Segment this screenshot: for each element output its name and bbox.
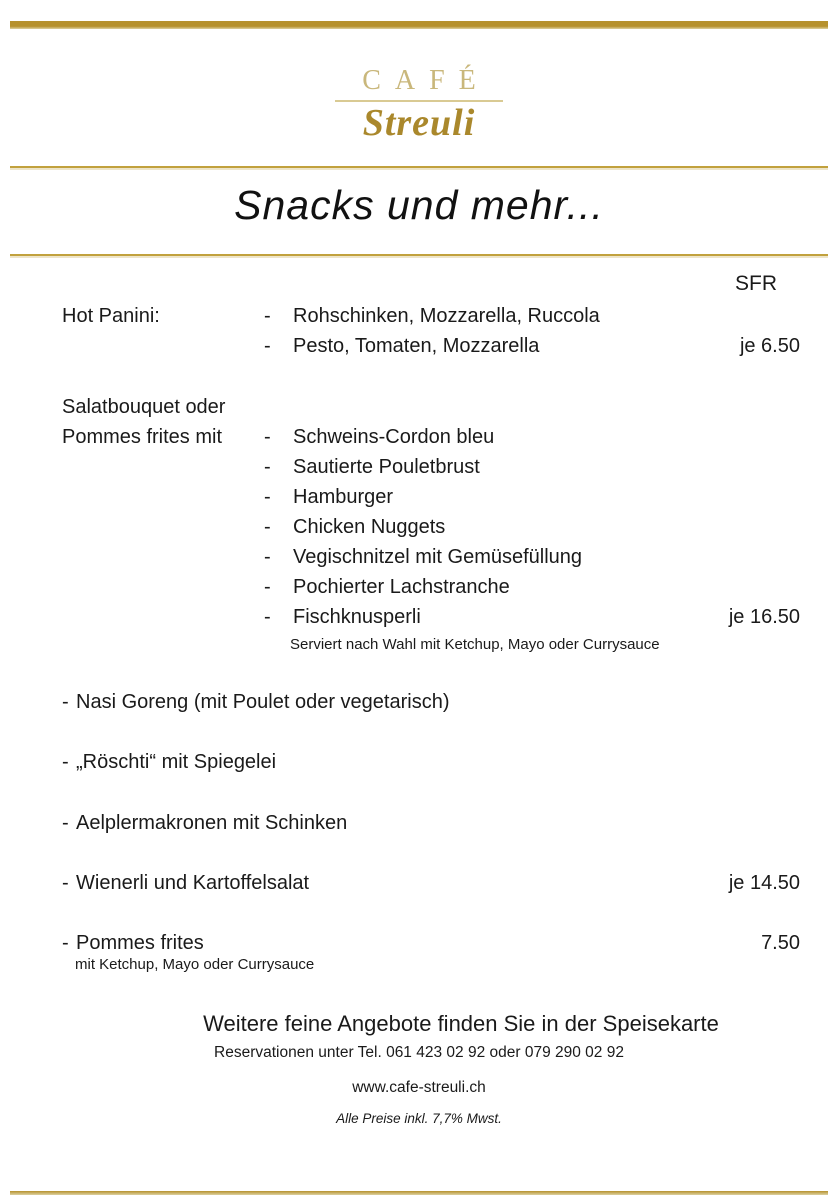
list-dash: - [62, 691, 69, 713]
item-text: Vegischnitzel mit Gemüsefüllung [293, 546, 583, 568]
list-dash: - [62, 932, 69, 954]
row-label [62, 512, 264, 542]
menu-row-aelplermakronen [62, 808, 800, 838]
top-divider [10, 21, 828, 29]
list-dash: - [264, 426, 271, 448]
item-text: Chicken Nuggets [293, 516, 446, 538]
item-text: Wienerli und Kartoffelsalat [76, 872, 310, 894]
row-label [62, 331, 264, 361]
menu-row-roeschti [62, 747, 800, 777]
item-price: 7.50 [761, 932, 800, 954]
row-label: Salatbouquet oder [62, 396, 226, 418]
item-text: „Röschti“ mit Spiegelei [76, 751, 277, 773]
serving-note: mit Ketchup, Mayo oder Currysauce [75, 956, 315, 973]
menu-row [0, 422, 838, 452]
currency-header: SFR [735, 272, 777, 295]
menu-row [0, 452, 838, 482]
menu-row-pommes-frites [62, 928, 800, 958]
item-text: Sautierte Pouletbrust [293, 456, 480, 478]
item-text: Rohschinken, Mozzarella, Ruccola [293, 305, 600, 327]
item-price: je 16.50 [728, 606, 800, 628]
logo-cafe-word: CAFÉ [362, 65, 490, 96]
list-dash: - [264, 305, 271, 327]
footer-website: www.cafe-streuli.ch [352, 1079, 486, 1096]
row-label [62, 452, 264, 482]
row-label [62, 542, 264, 572]
divider-above-title [10, 166, 828, 168]
list-dash: - [264, 546, 271, 568]
list-dash: - [62, 872, 69, 894]
menu-row [0, 572, 838, 602]
item-text: Schweins-Cordon bleu [293, 426, 495, 448]
page-title: Snacks und mehr... [234, 182, 604, 228]
row-label: Hot Panini: [62, 305, 160, 327]
divider-below-title [10, 254, 828, 256]
row-label [62, 602, 264, 632]
menu-row [0, 512, 838, 542]
item-text: Pochierter Lachstranche [293, 576, 510, 598]
section-hot-panini [0, 301, 838, 361]
footer-heading: Weitere feine Angebote finden Sie in der Speisekarte [203, 1011, 719, 1036]
item-text: Pesto, Tomaten, Mozzarella [293, 335, 540, 357]
menu-row-nasi-goreng [62, 687, 800, 717]
list-dash: - [264, 456, 271, 478]
row-label: Pommes frites mit [62, 426, 223, 448]
section-salatbouquet-pommes [0, 392, 838, 658]
row-label [62, 572, 264, 602]
item-text: Aelplermakronen mit Schinken [76, 812, 348, 834]
list-dash: - [264, 576, 271, 598]
item-text: Hamburger [293, 486, 394, 508]
menu-row-wienerli [62, 868, 800, 898]
list-dash: - [264, 335, 271, 357]
menu-row [0, 482, 838, 512]
bottom-divider [10, 1191, 828, 1195]
list-dash: - [264, 486, 271, 508]
menu-row [0, 542, 838, 572]
row-label [62, 482, 264, 512]
serving-note: Serviert nach Wahl mit Ketchup, Mayo oder Currysauce [290, 636, 660, 653]
item-text: Nasi Goreng (mit Poulet oder vegetarisch) [76, 691, 450, 713]
menu-row [0, 602, 838, 632]
menu-row [0, 331, 838, 361]
footer-reservations: Reservationen unter Tel. 061 423 02 92 oder 079 290 02 92 [214, 1044, 624, 1061]
item-price: je 14.50 [728, 872, 800, 894]
item-text: Fischknusperli [293, 606, 421, 628]
list-dash: - [264, 606, 271, 628]
logo-streuli-word: Streuli [362, 102, 476, 144]
list-dash: - [62, 751, 69, 773]
item-price: je 6.50 [739, 335, 800, 357]
list-dash: - [62, 812, 69, 834]
item-text: Pommes frites [76, 932, 204, 954]
menu-row [0, 301, 838, 331]
cafe-streuli-logo [0, 64, 838, 143]
list-dash: - [264, 516, 271, 538]
menu-row [0, 392, 838, 422]
footer-vat-note: Alle Preise inkl. 7,7% Mwst. [336, 1111, 502, 1126]
